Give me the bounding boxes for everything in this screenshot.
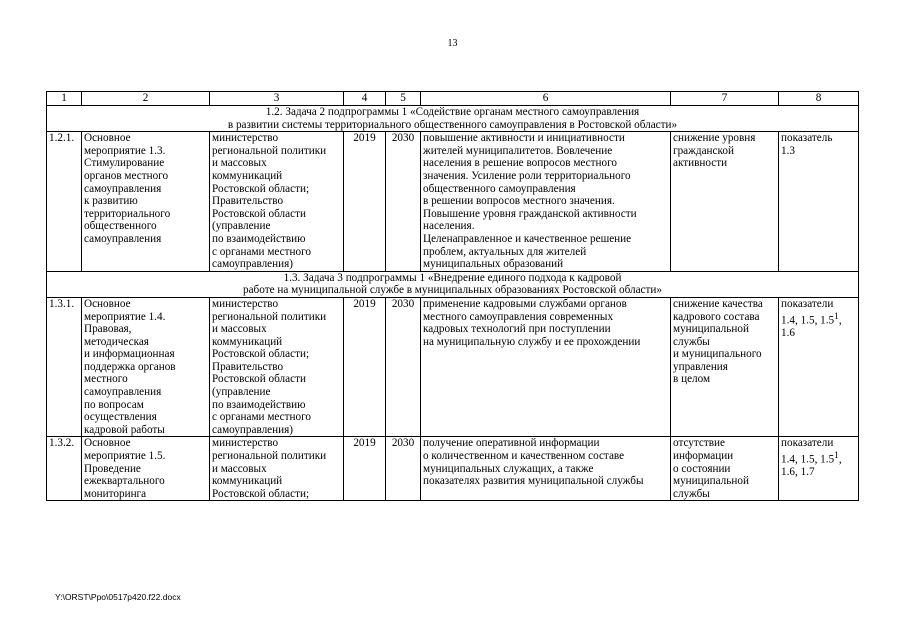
end-year: 2030 [386, 297, 421, 437]
row-number: 1.3.2. [47, 437, 82, 501]
indicator-text: , 1.6 [781, 314, 842, 339]
non-implementation-consequence: снижение уровня гражданской активности [671, 132, 779, 272]
executor: министерство региональной политики и массовых коммуникаций Ростовской области; [210, 437, 344, 501]
indicator-superscript: 1 [834, 451, 839, 462]
section-title: 1.2. Задача 2 подпрограммы 1 «Содействие органам местного самоуправления в развитии системы территориального общественного самоуправления в Ростовской области» [47, 106, 859, 132]
row-number: 1.2.1. [47, 132, 82, 272]
non-implementation-consequence: снижение качества кадрового состава муниципальной службы и муниципального управления в целом [671, 297, 779, 437]
indicator-text: , 1.6, 1.7 [781, 453, 842, 479]
row-number: 1.3.1. [47, 297, 82, 437]
header-cell: 5 [386, 92, 421, 106]
executor: министерство региональной политики и массовых коммуникаций Ростовской области; Правительство Ростовской области (управление по взаимодействию с органами местного самоуправления) [210, 297, 344, 437]
indicator-text: показатели 1.4, 1.5, 1.5 [781, 297, 835, 327]
header-cell: 2 [82, 92, 210, 106]
indicator-text: показатели 1.4, 1.5, 1.5 [781, 437, 835, 466]
header-cell: 6 [421, 92, 671, 106]
table-row [47, 132, 859, 272]
indicator-superscript: 1 [834, 311, 839, 322]
header-cell: 1 [47, 92, 82, 106]
program-table [46, 91, 859, 501]
header-cell: 4 [344, 92, 386, 106]
indicator [779, 437, 859, 501]
section-title: 1.3. Задача 3 подпрограммы 1 «Внедрение единого подхода к кадровой работе на муниципальной службе в муниципальных образованиях Ростовской области» [47, 271, 859, 297]
header-cell: 8 [779, 92, 859, 106]
measure-name: Основное мероприятие 1.5. Проведение ежеквартального мониторинга [82, 437, 210, 501]
table-row [47, 437, 859, 501]
measure-name: Основное мероприятие 1.3. Стимулирование органов местного самоуправления к развитию территориального общественного самоуправления [82, 132, 210, 272]
page-number: 13 [447, 38, 458, 49]
executor: министерство региональной политики и массовых коммуникаций Ростовской области; Правительство Ростовской области (управление по взаимодействию с органами местного самоуправления) [210, 132, 344, 272]
indicator [779, 297, 859, 437]
table-row [47, 297, 859, 437]
file-path-footer: Y:\ORST\Ppo\0517p420.f22.docx [55, 592, 181, 602]
end-year: 2030 [386, 132, 421, 272]
indicator: показатель 1.3 [779, 132, 859, 272]
start-year: 2019 [344, 132, 386, 272]
header-cell: 7 [671, 92, 779, 106]
start-year: 2019 [344, 437, 386, 501]
header-row [47, 92, 859, 106]
expected-result: получение оперативной информации о количественном и качественном составе муниципальных служащих, а также показателях развития муниципальной службы [421, 437, 671, 501]
section-title-row [47, 271, 859, 297]
expected-result: применение кадровыми службами органов местного самоуправления современных кадровых технологий при поступлении на муниципальную службу и ее прохождении [421, 297, 671, 437]
expected-result: повышение активности и инициативности жителей муниципалитетов. Вовлечение населения в решение вопросов местного значения. Усиление роли территориального общественного самоуправления в решении вопросов местного значения. Повышение уровня гражданской активности населения. Целенаправленное и качественное решение проблем, актуальных для жителей муниципальных образований [421, 132, 671, 272]
end-year: 2030 [386, 437, 421, 501]
start-year: 2019 [344, 297, 386, 437]
section-title-row [47, 106, 859, 132]
header-cell: 3 [210, 92, 344, 106]
measure-name: Основное мероприятие 1.4. Правовая, методическая и информационная поддержка органов местного самоуправления по вопросам осуществления кадровой работы [82, 297, 210, 437]
non-implementation-consequence: отсутствие информации о состоянии муниципальной службы [671, 437, 779, 501]
